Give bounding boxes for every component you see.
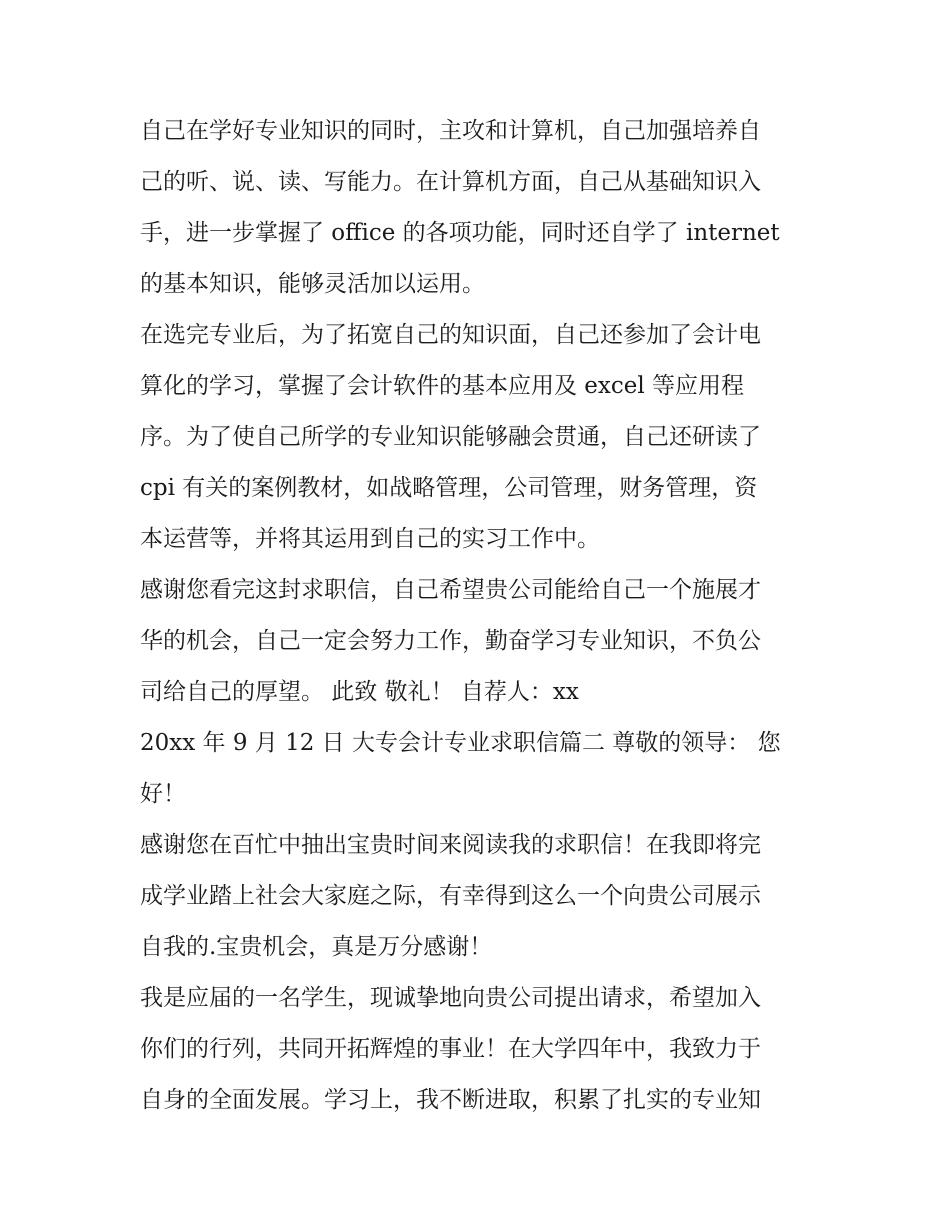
text-line: 自我的.宝贵机会，真是万分感谢！ <box>140 934 493 960</box>
text-line: 你们的行列，共同开拓辉煌的事业！在大学四年中，我致力于 <box>140 1036 761 1062</box>
text-line: 算化的学习，掌握了会计软件的基本应用及 excel 等应用程 <box>140 373 745 399</box>
text-line: 在选完专业后，为了拓宽自己的知识面，自己还参加了会计电 <box>140 322 761 348</box>
text-line: 成学业踏上社会大家庭之际，有幸得到这么一个向贵公司展示 <box>140 883 761 909</box>
text-line: 自己在学好专业知识的同时，主攻和计算机，自己加强培养自 <box>140 118 761 144</box>
text-line: 的基本知识，能够灵活加以运用。 <box>140 271 485 297</box>
text-line: 自身的全面发展。学习上，我不断进取，积累了扎实的专业知 <box>140 1087 761 1113</box>
text-line: 感谢您看完这封求职信，自己希望贵公司能给自己一个施展才 <box>140 577 761 603</box>
text-line: cpi 有关的案例教材，如战略管理，公司管理，财务管理，资 <box>140 475 758 501</box>
document-body <box>140 106 820 1126</box>
text-line: 己的听、说、读、写能力。在计算机方面，自己从基础知识入 <box>140 169 761 195</box>
text-line: 序。为了使自己所学的专业知识能够融会贯通，自己还研读了 <box>140 424 761 450</box>
text-line: 20xx 年 9 月 12 日 大专会计专业求职信篇二 尊敬的领导： 您 <box>140 730 781 756</box>
text-line: 好！ <box>140 781 186 807</box>
text-line: 我是应届的一名学生，现诚挚地向贵公司提出请求，希望加入 <box>140 985 761 1011</box>
text-line: 手，进一步掌握了 office 的各项功能，同时还自学了 internet <box>140 220 780 246</box>
text-line: 华的机会，自己一定会努力工作，勤奋学习专业知识，不负公 <box>140 628 761 654</box>
text-line: 司给自己的厚望。 此致 敬礼！ 自荐人：xx <box>140 679 579 705</box>
text-line: 感谢您在百忙中抽出宝贵时间来阅读我的求职信！在我即将完 <box>140 832 761 858</box>
text-line: 本运营等，并将其运用到自己的实习工作中。 <box>140 526 600 552</box>
